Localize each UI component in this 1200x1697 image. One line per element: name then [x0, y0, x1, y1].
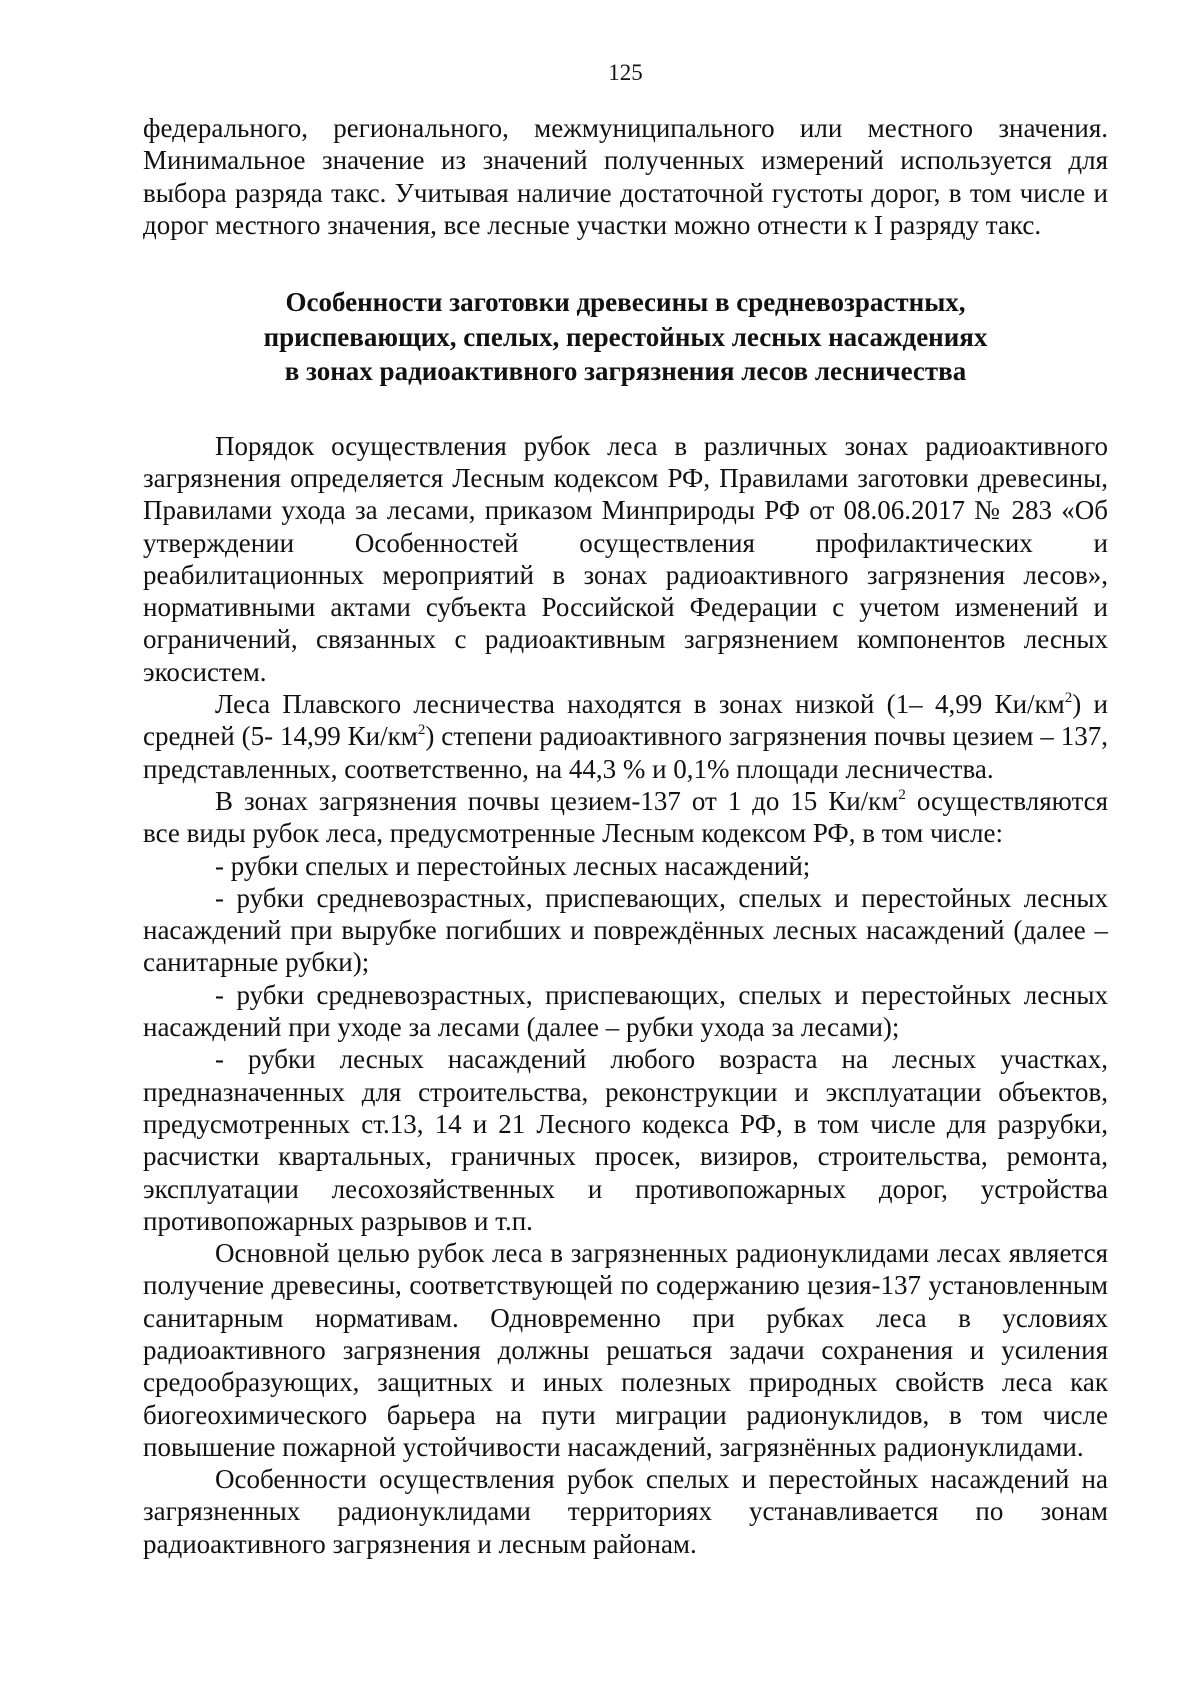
cesium-superscript: 2 [898, 786, 906, 803]
paragraph-contamination-zones [143, 688, 1108, 785]
paragraph-logging-goal: Основной целью рубок леса в загрязненных радионуклидами лесах является получение древесины, соответствующей по содержанию цезия-137 установленным санитарным нормативам. Одновременно при рубках леса в условиях радиоактивного загрязнения должны решаться задачи сохранения и усиления средообразующих, защитных и иных полезных природных свойств леса как биогеохимического барьера на пути миграции радионуклидов, в том числе повышение пожарной устойчивости насаждений, загрязнённых радионуклидами. [143, 1238, 1108, 1462]
intro-paragraph: федерального, регионального, межмуниципального или местного значения. Минимальное значение из значений полученных измерений используется для выбора разряда такс. Учитывая наличие достаточной густоты дорог, в том числе и дорог местного значения, все лесные участки можно отнести к I разряду такс. [143, 113, 1108, 240]
cesium-text-1: В зонах загрязнения почвы цезием-137 от 1 до 15 Ки/км [215, 785, 899, 816]
paragraph-cesium-zones [143, 785, 1108, 850]
zones-superscript-2: 2 [417, 722, 426, 739]
list-item: - рубки лесных насаждений любого возраста на лесных участках, предназначенных для строительства, реконструкции и эксплуатации объектов, предусмотренных ст.13, 14 и 21 Лесного кодекса РФ, в том числе для разрубки, расчистки квартальных, граничных просек, визиров, строительства, ремонта, эксплуатации лесохозяйственных и противопожарных дорог, устройства противопожарных разрывов и т.п. [143, 1044, 1108, 1236]
paragraph-final: Особенности осуществления рубок спелых и перестойных насаждений на загрязненных радионуклидами территориях устанавливается по зонам радиоактивного загрязнения и лесным районам. [143, 1464, 1108, 1559]
zones-text-3: ) степени радиоактивного загрязнения почвы цезием – 137, представленных, соответственно, на 44,3 % и 0,1% площади лесничества. [143, 721, 1108, 784]
page-number: 125 [608, 60, 643, 85]
list-item: - рубки средневозрастных, приспевающих, спелых и перестойных лесных насаждений при вырубке погибших и повреждённых лесных насаждений (далее – санитарные рубки); [143, 882, 1108, 978]
zones-superscript-1: 2 [1064, 690, 1073, 707]
cesium-text-2: осуществляются все виды рубок леса, предусмотренные Лесным кодексом РФ, в том числе: [143, 785, 1108, 849]
heading-line-3: в зонах радиоактивного загрязнения лесов лесничества [284, 356, 967, 387]
section-heading [143, 285, 1108, 389]
heading-line-1: Особенности заготовки древесины в средневозрастных, [285, 287, 966, 318]
paragraph-logging-order: Порядок осуществления рубок леса в различных зонах радиоактивного загрязнения определяется Лесным кодексом РФ, Правилами заготовки древесины, Правилами ухода за лесами, приказом Минприроды РФ от 08.06.2017 № 283 «Об утверждении Особенностей осуществления профилактических и реабилитационных мероприятий в зонах радиоактивного загрязнения лесов», нормативными актами субъекта Российской Федерации с учетом изменений и ограничений, связанных с радиоактивным загрязнением компонентов лесных экосистем. [143, 430, 1108, 687]
list-item: - рубки средневозрастных, приспевающих, спелых и перестойных лесных насаждений при уходе за лесами (далее – рубки ухода за лесами); [143, 979, 1108, 1043]
zones-text-2: ) и средней (5- 14,99 Ки/км [143, 689, 1108, 752]
zones-text-1: Леса Плавского лесничества находятся в зонах низкой (1– 4,99 Ки/км [215, 689, 1065, 720]
list-item: - рубки спелых и перестойных лесных насаждений; [215, 850, 811, 881]
heading-line-2: приспевающих, спелых, перестойных лесных насаждениях [263, 321, 988, 352]
document-page [143, 58, 1108, 1560]
